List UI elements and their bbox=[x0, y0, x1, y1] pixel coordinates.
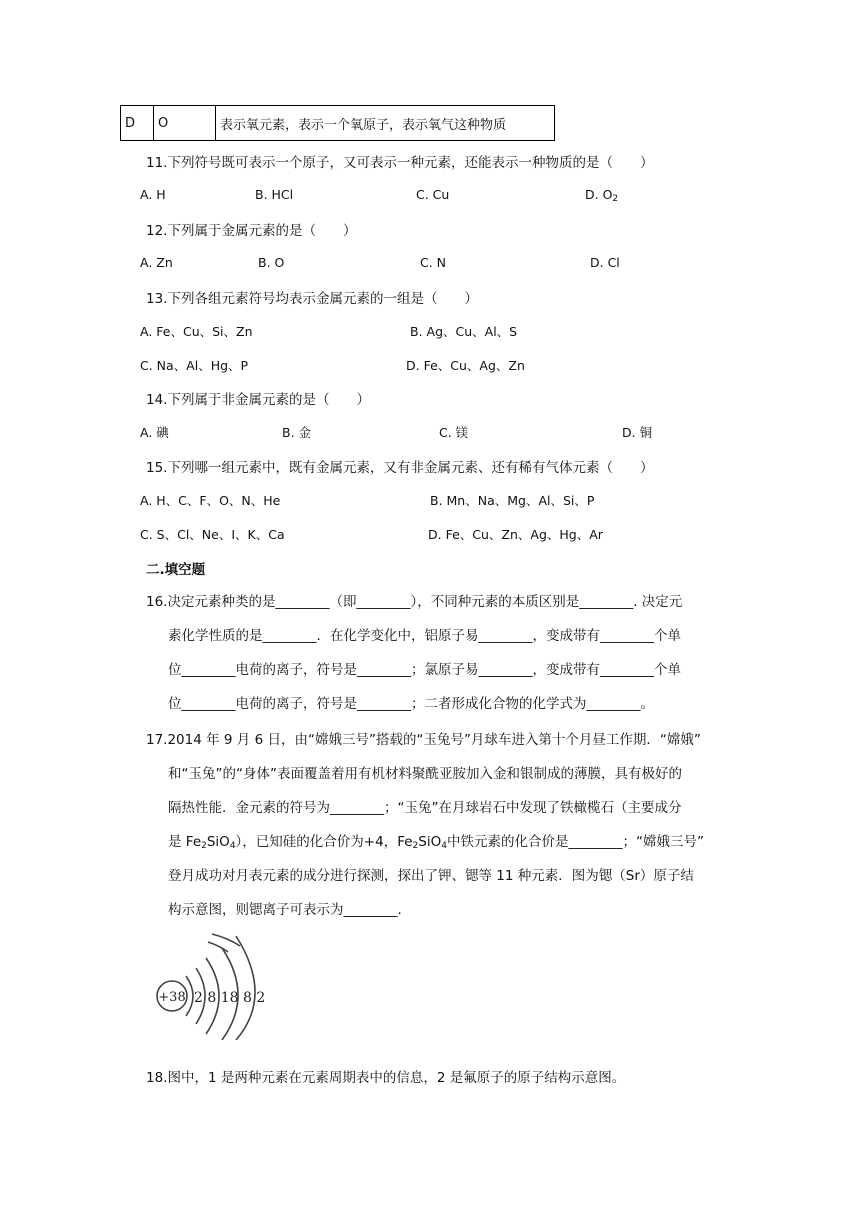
question-15-option-d: D. Fe、Cu、Zn、Ag、Hg、Ar bbox=[428, 527, 603, 542]
question-12-option-c: C. N bbox=[420, 255, 447, 270]
question-14-option-b: B. 金 bbox=[282, 425, 312, 440]
question-16-line-1: 16.决定元素种类的是________（即________），不同种元素的本质区别是________. 决定元 bbox=[146, 594, 683, 610]
question-17-line-4: 是 $Fe_2SiO_4$），已知硅的化合价为+4，$Fe_2SiO_4$中铁元素的化合价是________；“嫦娥三号” bbox=[168, 834, 704, 851]
strontium-atom-diagram bbox=[150, 920, 280, 1040]
question-13-option-c: C. Na、Al、Hg、P bbox=[140, 358, 249, 373]
question-12-stem: 12.下列属于金属元素的是（ ） bbox=[146, 223, 357, 239]
table-cell-symbol: O bbox=[154, 106, 216, 141]
question-11-stem: 11.下列符号既可表示一个原子，又可表示一种元素，还能表示一种物质的是（ ） bbox=[146, 155, 654, 171]
question-11-option-b: B. HCl bbox=[255, 187, 294, 202]
question-16-line-3: 位________电荷的离子，符号是________；氯原子易________，变成带有________个单 bbox=[168, 662, 681, 678]
table-cell-option: D bbox=[121, 106, 154, 141]
question-16-line-2: 素化学性质的是________．在化学变化中，铝原子易________，变成带有________个单 bbox=[168, 628, 681, 644]
question-12-option-a: A. Zn bbox=[140, 255, 173, 270]
electron-shell-5 bbox=[236, 936, 255, 1040]
question-13-stem: 13.下列各组元素符号均表示金属元素的一组是（ ） bbox=[146, 291, 478, 307]
question-16-line-4: 位________电荷的离子，符号是________；二者形成化合物的化学式为________。 bbox=[168, 696, 654, 712]
question-11-option-a: A. H bbox=[140, 187, 166, 202]
question-17-line-2: 和“玉兔”的“身体”表面覆盖着用有机材料聚酰亚胺加入金和银制成的薄膜，具有极好的 bbox=[168, 766, 682, 782]
question-17-line-5: 登月成功对月表元素的成分进行探测，探出了钾、锶等 11 种元素．图为锶（Sr）原子结 bbox=[168, 868, 694, 884]
question-17-line-3: 隔热性能．金元素的符号为________；“玉兔”在月球岩石中发现了铁橄榄石（主要成分 bbox=[168, 800, 682, 816]
section-heading: 二.填空题 bbox=[146, 562, 206, 578]
question-13-option-d: D. Fe、Cu、Ag、Zn bbox=[406, 358, 525, 373]
question-12-option-b: B. O bbox=[258, 255, 285, 270]
question-14-option-a: A. 碘 bbox=[140, 425, 169, 440]
question-14-option-c: C. 镁 bbox=[439, 425, 469, 440]
answer-table bbox=[120, 105, 555, 141]
table-row bbox=[121, 106, 555, 141]
question-17-line-1: 17.2014 年 9 月 6 日，由“嫦娥三号”搭载的“玉兔号”月球车进入第十个月昼工作期．“嫦娥” bbox=[146, 732, 701, 748]
question-15-option-c: C. S、Cl、Ne、I、K、Ca bbox=[140, 527, 285, 542]
nucleus-charge: +38 bbox=[158, 990, 186, 1005]
question-18-stem: 18.图中，1 是两种元素在元素周期表中的信息，2 是氟原子的原子结构示意图。 bbox=[146, 1070, 626, 1086]
question-13-option-b: B. Ag、Cu、Al、S bbox=[410, 324, 518, 339]
table-cell-meaning: 表示氧元素，表示一个氧原子，表示氧气这种物质 bbox=[216, 106, 555, 141]
question-17-line-6: 构示意图，则锶离子可表示为________. bbox=[168, 902, 402, 918]
question-14-option-d: D. 铜 bbox=[622, 425, 653, 440]
question-14-stem: 14.下列属于非金属元素的是（ ） bbox=[146, 392, 370, 408]
question-15-option-a: A. H、C、F、O、N、He bbox=[140, 493, 281, 508]
question-15-option-b: B. Mn、Na、Mg、Al、Si、P bbox=[430, 493, 595, 508]
question-12-option-d: D. Cl bbox=[590, 255, 620, 270]
question-11-option-c: C. Cu bbox=[416, 187, 450, 202]
electron-shell-arc-a bbox=[208, 942, 228, 952]
question-15-stem: 15.下列哪一组元素中，既有金属元素，又有非金属元素、还有稀有气体元素（ ） bbox=[146, 460, 654, 476]
question-11-option-d: D. $O_2$ bbox=[585, 187, 619, 204]
electron-counts: 2 8 18 8 2 bbox=[194, 990, 266, 1006]
question-13-option-a: A. Fe、Cu、Si、Zn bbox=[140, 324, 253, 339]
electron-shell-arc-b bbox=[212, 934, 240, 946]
